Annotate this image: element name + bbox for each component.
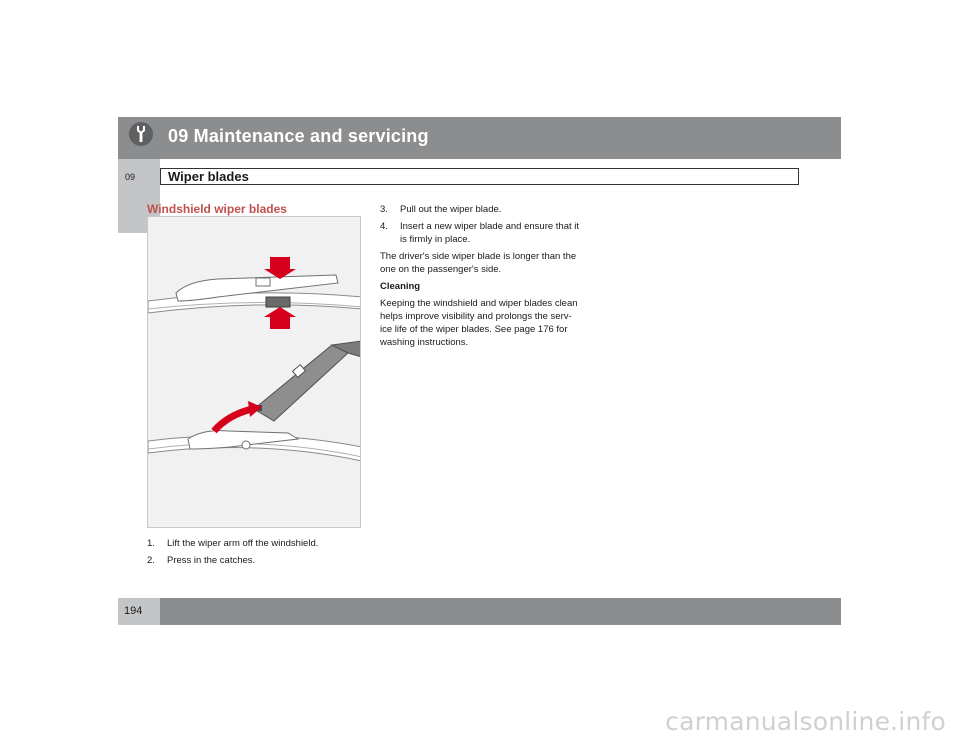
cleaning-text: Keeping the windshield and wiper blades clean helps improve visibility and prolongs the serv-ice life of the wiper blades. See page 176 for washing instructions.: [380, 298, 578, 348]
watermark: carmanualsonline.info: [665, 707, 946, 736]
list-item: 3. Pull out the wiper blade.: [380, 204, 502, 215]
wiper-blade-illustration: [147, 216, 361, 528]
subsection-title: Windshield wiper blades: [147, 202, 287, 216]
cleaning-heading: Cleaning: [380, 281, 421, 292]
list-item: 2. Press in the catches.: [147, 555, 256, 566]
list-item: 1. Lift the wiper arm off the windshield.: [147, 538, 319, 549]
blade-length-note: The driver's side wiper blade is longer than the one on the passenger's side.: [380, 251, 577, 275]
section-title-box: [160, 168, 799, 185]
page-number: 194: [124, 605, 143, 617]
chapter-tab-number: 09: [125, 172, 136, 182]
footer-bar: [118, 598, 841, 625]
section-title: Wiper blades: [168, 169, 249, 184]
wrench-icon: [128, 121, 154, 147]
right-column-text: [380, 203, 580, 353]
steps-list-right: [380, 203, 580, 246]
chapter-title: 09 Maintenance and servicing: [168, 126, 429, 146]
list-item: 4. Insert a new wiper blade and ensure that it is firmly in place.: [380, 221, 580, 245]
steps-list-left: [147, 537, 361, 571]
